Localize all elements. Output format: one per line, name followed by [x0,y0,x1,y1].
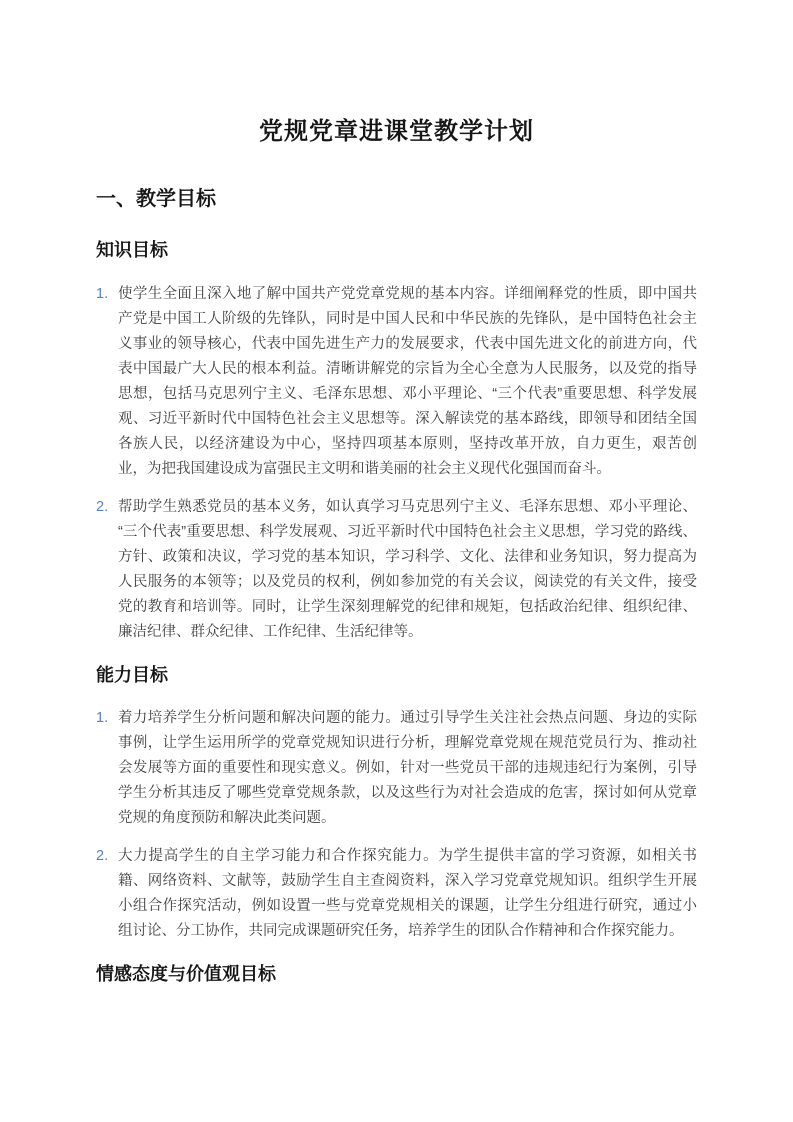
subsection-heading-ability-objectives: 能力目标 [96,664,168,685]
list-item-text: 着力培养学生分析问题和解决问题的能力。通过引导学生关注社会热点问题、身边的实际事例，让学生运用所学的党章党规知识进行分析，理解党章党规在规范党员行为、推动社会发展等方面的重要性和现实意义。例如，针对一些党员干部的违规违纪行为案例，引导学生分析其违反了哪些党章党规条款，以及这些行为对社会造成的危害，探讨如何从党章党规的角度预防和解决此类问题。 [118,710,697,827]
knowledge-objectives-list [96,282,697,645]
list-item-number: 2. [96,848,109,865]
list-item [96,706,697,831]
ability-objectives-list [96,706,697,944]
section-heading-teaching-objectives: 一、教学目标 [96,188,216,211]
list-item [96,495,697,645]
document-title: 党规党章进课堂教学计划 [259,118,534,145]
list-item-number: 2. [96,498,109,515]
list-item-number: 1. [96,285,109,302]
subsection-heading-affective-objectives: 情感态度与价值观目标 [96,964,276,985]
list-item-text: 大力提高学生的自主学习能力和合作探究能力。为学生提供丰富的学习资源，如相关书籍、网络资料、文献等，鼓励学生自主查阅资料，深入学习党章党规知识。组织学生开展小组合作探究活动，例如设置一些与党章党规相关的课题，让学生分组进行研究，通过小组讨论、分工协作，共同完成课题研究任务，培养学生的团队合作精神和合作探究能力。 [118,848,697,940]
list-item-text: 帮助学生熟悉党员的基本义务，如认真学习马克思列宁主义、毛泽东思想、邓小平理论、“三个代表”重要思想、科学发展观、习近平新时代中国特色社会主义思想，学习党的路线、方针、政策和决议，学习党的基本知识，学习科学、文化、法律和业务知识，努力提高为人民服务的本领等；以及党员的权利，例如参加党的有关会议，阅读党的有关文件，接受党的教育和培训等。同时，让学生深刻理解党的纪律和规矩，包括政治纪律、组织纪律、廉洁纪律、群众纪律、工作纪律、生活纪律等。 [118,498,697,640]
subsection-heading-knowledge-objectives: 知识目标 [96,240,168,261]
list-item [96,844,697,944]
list-item [96,282,697,482]
list-item-number: 1. [96,710,109,727]
list-item-text: 使学生全面且深入地了解中国共产党党章党规的基本内容。详细阐释党的性质，即中国共产党是中国工人阶级的先锋队，同时是中国人民和中华民族的先锋队，是中国特色社会主义事业的领导核心，代表中国先进生产力的发展要求，代表中国先进文化的前进方向，代表中国最广大人民的根本利益。清晰讲解党的宗旨为全心全意为人民服务，以及党的指导思想，包括马克思列宁主义、毛泽东思想、邓小平理论、“三个代表”重要思想、科学发展观、习近平新时代中国特色社会主义思想等。深入解读党的基本路线，即领导和团结全国各族人民，以经济建设为中心，坚持四项基本原则，坚持改革开放，自力更生，艰苦创业，为把我国建设成为富强民主文明和谐美丽的社会主义现代化强国而奋斗。 [118,285,697,477]
